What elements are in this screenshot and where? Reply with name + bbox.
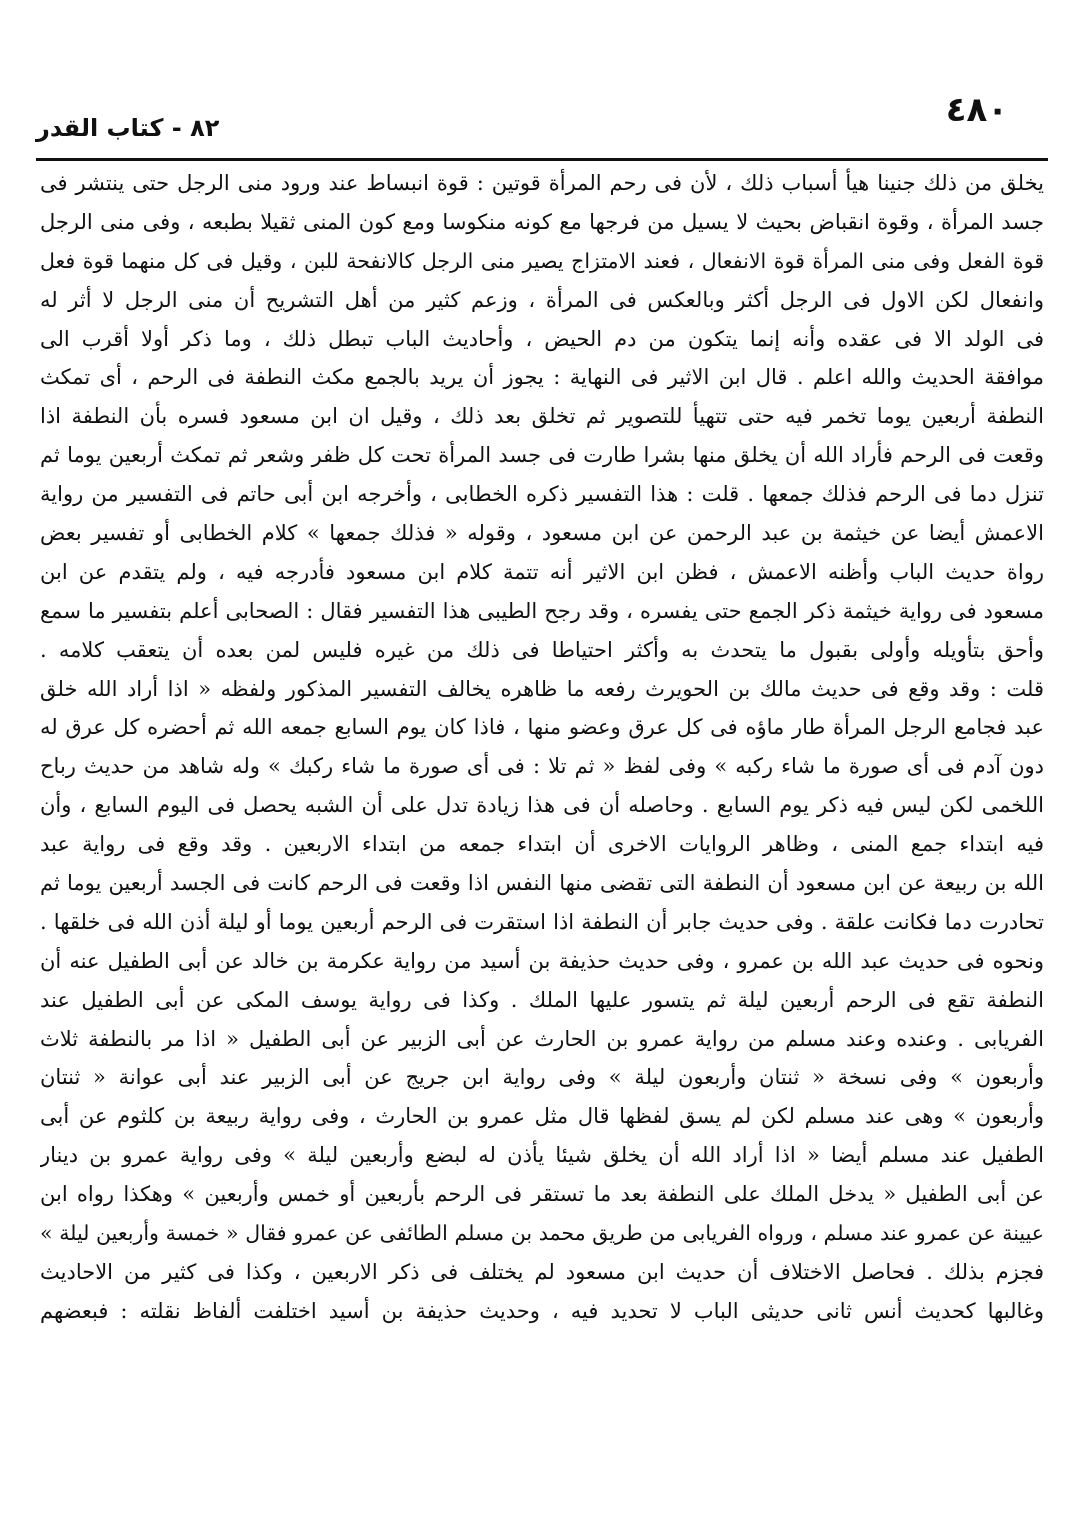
text-line: موافقة الحديث والله اعلم . قال ابن الاثير فى النهاية : يجوز أن يريد بالجمع مكث النطفة فى الرحم ، أى تمكث xyxy=(40,365,1044,390)
text-line: الاعمش أيضا عن خيثمة بن عبد الرحمن عن ابن مسعود ، وقوله « فذلك جمعها » كلام الخطابى أو تفسير بعض xyxy=(40,521,1044,546)
text-line: وغالبها كحديث أنس ثانى حديثى الباب لا تحديد فيه ، وحديث حذيفة بن أسيد اختلفت ألفاظ نقلته : فبعضهم xyxy=(40,1298,1044,1323)
text-line: النطفة أربعين يوما تخمر فيه حتى تتهيأ للتصوير ثم تخلق بعد ذلك ، وقيل ان ابن مسعود فسره بأن النطفة اذا xyxy=(40,404,1044,429)
text-line: تحادرت دما فكانت علقة . وفى حديث جابر أن النطفة اذا استقرت فى الرحم أربعين يوما أو ليلة أذن الله فى خلقها . xyxy=(40,909,1044,934)
text-line: فيه ابتداء جمع المنى ، وظاهر الروايات الاخرى أن ابتداء جمعه من ابتداء الاربعين . وقد وقع فى رواية عبد xyxy=(40,832,1044,857)
text-line: جسد المرأة ، وقوة انقباض بحيث لا يسيل من فرجها مع كونه منكوسا ومع كون المنى ثقيلا بطبعه ، وفى منى الرجل xyxy=(40,209,1044,234)
text-line: مسعود فى رواية خيثمة ذكر الجمع حتى يفسره ، وقد رجح الطيبى هذا التفسير فقال : الصحابى أعلم بتفسير ما سمع xyxy=(40,598,1044,623)
text-line: وأحق بتأويله وأولى بقبول ما يتحدث به وأكثر احتياطا فى ذلك من غيره فليس لمن بعده أن يتعقب كلامه . xyxy=(40,637,1044,662)
body-text xyxy=(40,164,1044,1331)
text-line: اللخمى لكن ليس فيه ذكر يوم السابع . وحاصله أن فى هذا زيادة تدل على أن الشبه يحصل فى اليوم السابع ، وأن xyxy=(40,793,1044,818)
text-line: الفريابى . وعنده وعند مسلم من رواية عمرو بن الحارث عن أبى الزبير عن أبى الطفيل « اذا مر بالنطفة ثلاث xyxy=(40,1026,1044,1051)
page-number: ٤٨٠ xyxy=(945,90,1008,130)
text-line: النطفة تقع فى الرحم أربعين ليلة ثم يتسور عليها الملك . وكذا فى رواية يوسف المكى عن أبى الطفيل عند xyxy=(40,987,1044,1012)
header-rule xyxy=(36,158,1048,161)
text-line: وأربعون » وهى عند مسلم لكن لم يسق لفظها قال مثل عمرو بن الحارث ، وفى رواية ربيعة بن كلثوم عن أبى xyxy=(40,1104,1044,1129)
text-line: عيينة عن عمرو عند مسلم ، ورواه الفريابى من طريق محمد بن مسلم الطائفى عن عمرو فقال « خمسة وأربعين ليلة » xyxy=(40,1221,1044,1246)
text-line: وأربعون » وفى نسخة « ثنتان وأربعون ليلة » وفى رواية ابن جريج عن أبى الزبير عند أبى عوانة « ثنتان xyxy=(40,1065,1044,1090)
text-line: عن أبى الطفيل « يدخل الملك على النطفة بعد ما تستقر فى الرحم بأربعين أو خمس وأربعين » وهكذا رواه ابن xyxy=(40,1182,1044,1207)
running-title: ٨٢ - كتاب القدر xyxy=(36,114,220,142)
text-line: الطفيل عند مسلم أيضا « اذا أراد الله أن يخلق شيئا يأذن له لبضع وأربعين ليلة » وفى رواية عمرو بن دينار xyxy=(40,1143,1044,1168)
text-line: قلت : وقد وقع فى حديث مالك بن الحويرث رفعه ما ظاهره يخالف التفسير المذكور ولفظه « اذا أراد الله خلق xyxy=(40,676,1044,701)
text-line: رواة حديث الباب وأظنه الاعمش ، فظن ابن الاثير أنه تتمة كلام ابن مسعود فأدرجه فيه ، ولم يتقدم عن ابن xyxy=(40,559,1044,584)
text-line: دون آدم فى أى صورة ما شاء ركبه » وفى لفظ « ثم تلا : فى أى صورة ما شاء ركبك » وله شاهد من حديث رباح xyxy=(40,754,1044,779)
text-line: فى الولد الا فى عقده وأنه إنما يتكون من دم الحيض ، وأحاديث الباب تبطل ذلك ، وما ذكر أولا أقرب الى xyxy=(40,326,1044,351)
text-line: وانفعال لكن الاول فى الرجل أكثر وبالعكس فى المرأة ، وزعم كثير من أهل التشريح أن منى الرجل لا أثر له xyxy=(40,287,1044,312)
text-line: ونحوه فى حديث عبد الله بن عمرو ، وفى حديث حذيفة بن أسيد من رواية عكرمة بن خالد عن أبى الطفيل عنه أن xyxy=(40,948,1044,973)
text-line: وقعت فى الرحم فأراد الله أن يخلق منها بشرا طارت فى جسد المرأة تحت كل ظفر وشعر ثم تمكث أربعين يوما ثم xyxy=(40,443,1044,468)
text-line: قوة الفعل وفى منى المرأة قوة الانفعال ، فعند الامتزاج يصير منى الرجل كالانفحة للبن ، وقيل فى كل منهما قوة فعل xyxy=(40,248,1044,273)
text-line: يخلق من ذلك جنينا هيأ أسباب ذلك ، لأن فى رحم المرأة قوتين : قوة انبساط عند ورود منى الرجل حتى ينتشر فى xyxy=(40,171,1044,195)
text-line: الله بن ربيعة عن ابن مسعود أن النطفة التى تقضى منها النفس اذا وقعت فى الرحم كانت فى الجسد أربعين يوما ثم xyxy=(40,871,1044,896)
text-line: فجزم بذلك . فحاصل الاختلاف أن حديث ابن مسعود لم يختلف فى ذكر الاربعين ، وكذا فى كثير من الاحاديث xyxy=(40,1259,1044,1284)
text-line: عبد فجامع الرجل المرأة طار ماؤه فى كل عرق وعضو منها ، فاذا كان يوم السابع جمعه الله ثم أحضره كل عرق له xyxy=(40,715,1044,740)
text-line: تنزل دما فى الرحم فذلك جمعها . قلت : هذا التفسير ذكره الخطابى ، وأخرجه ابن أبى حاتم فى التفسير من رواية xyxy=(40,482,1044,507)
page-header xyxy=(36,82,1048,152)
